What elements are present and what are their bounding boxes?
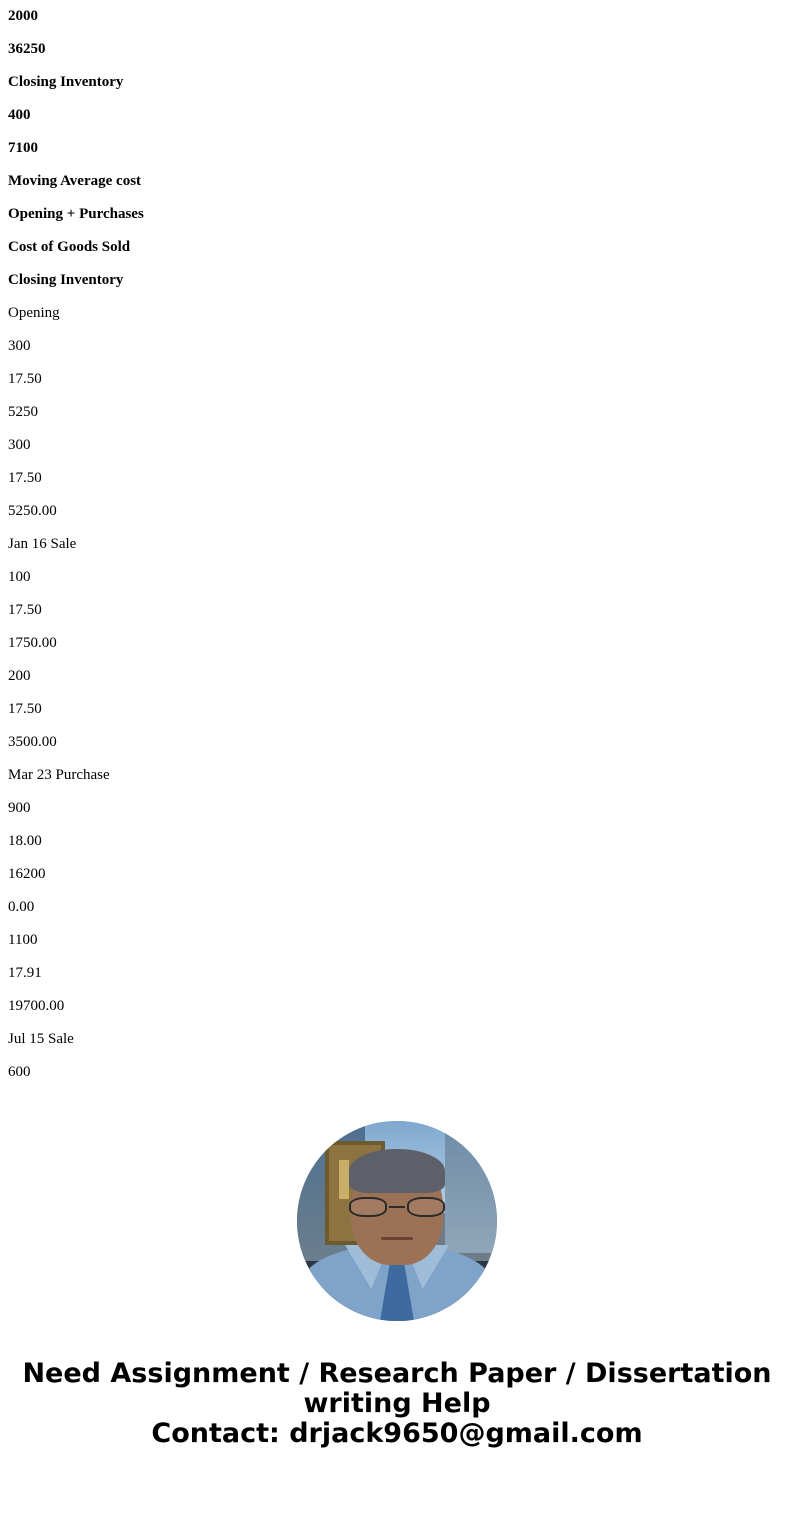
avatar-glasses-bridge: [389, 1206, 404, 1208]
text-line: Mar 23 Purchase: [8, 767, 110, 783]
avatar-container: [0, 1121, 794, 1321]
text-line: 7100: [8, 140, 38, 156]
text-line: Jul 15 Sale: [8, 1031, 74, 1047]
text-line: 300: [8, 437, 31, 453]
text-line: 17.50: [8, 371, 42, 387]
avatar-glasses: [349, 1197, 445, 1217]
text-line: 17.91: [8, 965, 42, 981]
avatar: [297, 1121, 497, 1321]
text-line: 19700.00: [8, 998, 65, 1014]
avatar-background-wall-right: [445, 1121, 497, 1253]
avatar-mouth: [381, 1237, 413, 1240]
text-line: 200: [8, 668, 31, 684]
text-line: 5250: [8, 404, 38, 420]
text-line: 17.50: [8, 602, 42, 618]
text-line: 900: [8, 800, 31, 816]
footer-contact-block: [0, 1359, 794, 1474]
text-line: 100: [8, 569, 31, 585]
text-line: Opening + Purchases: [8, 206, 144, 222]
avatar-glasses-lens-right: [407, 1197, 445, 1217]
text-line: 36250: [8, 41, 46, 57]
text-line: 17.50: [8, 470, 42, 486]
footer-headline: Need Assignment / Research Paper / Dissertation writing Help: [22, 1358, 772, 1420]
text-line: 1100: [8, 932, 38, 948]
text-line: 5250.00: [8, 503, 57, 519]
avatar-glasses-lens-left: [349, 1197, 387, 1217]
text-line: Moving Average cost: [8, 173, 142, 189]
text-line: 2000: [8, 8, 38, 24]
text-line: 400: [8, 107, 31, 123]
text-line: Closing Inventory: [8, 74, 124, 90]
text-line: 0.00: [8, 899, 35, 915]
text-line: 16200: [8, 866, 46, 882]
text-line: 3500.00: [8, 734, 57, 750]
text-line: 17.50: [8, 701, 42, 717]
text-line: Closing Inventory: [8, 272, 124, 288]
avatar-hair: [349, 1149, 445, 1193]
footer-contact-email: Contact: drjack9650@gmail.com: [151, 1418, 643, 1450]
text-line: 1750.00: [8, 635, 57, 651]
text-line: Cost of Goods Sold: [8, 239, 131, 255]
avatar-background-frame-inner: [339, 1160, 348, 1198]
text-line: 18.00: [8, 833, 42, 849]
text-line: Jan 16 Sale: [8, 536, 77, 552]
text-line: Opening: [8, 305, 60, 321]
text-line: 300: [8, 338, 31, 354]
text-line: 600: [8, 1064, 31, 1080]
